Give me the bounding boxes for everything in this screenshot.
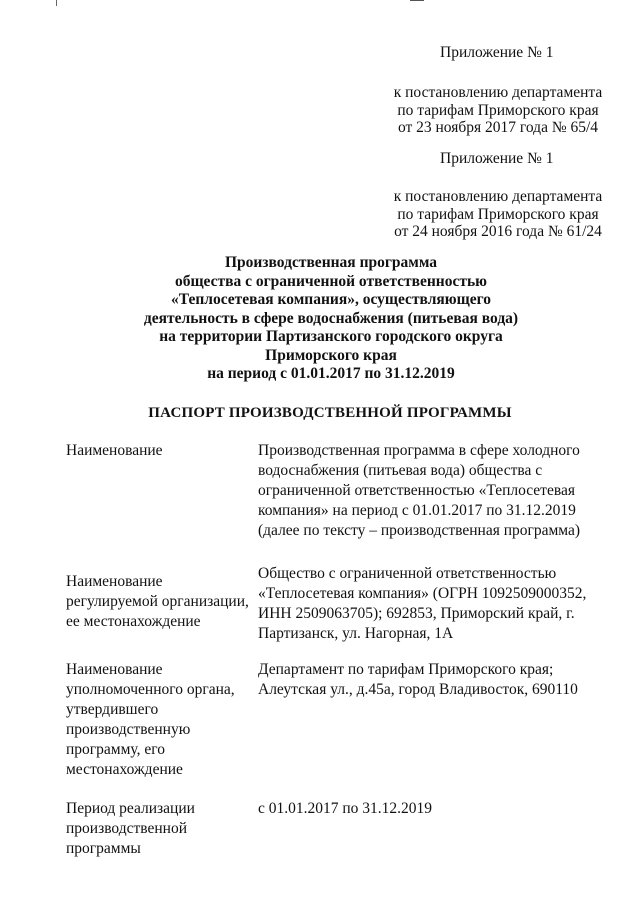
row-value-line: (далее по тексту – производственная программа)	[258, 522, 581, 539]
row-value-line: ограниченной ответственностью «Теплосетевая	[258, 482, 575, 499]
program-title-line: на период с 01.01.2017 по 31.12.2019	[207, 365, 455, 382]
row-label-line: Наименование	[66, 442, 163, 459]
row-value-line: Общество с ограниченной ответственностью	[258, 565, 557, 582]
row-period-label	[66, 799, 195, 859]
row-label-line: регулируемой организации,	[66, 593, 249, 610]
row-name-value	[258, 441, 580, 541]
row-label-line: утвердившего	[66, 701, 159, 718]
appendix-2-reference	[378, 188, 618, 241]
row-value-line: ИНН 2509063705); 692853, Приморский край, г.	[258, 605, 575, 622]
row-value-line: компания» на период с 01.01.2017 по 31.12.2019	[258, 502, 576, 519]
program-title-line: Приморского края	[265, 346, 397, 364]
appendix-1-line: от 23 ноября 2017 года № 65/4	[397, 119, 599, 136]
passport-heading: ПАСПОРТ ПРОИЗВОДСТВЕННОЙ ПРОГРАММЫ	[148, 405, 512, 421]
appendix-1-line: к постановлению департамента	[393, 84, 603, 101]
row-value-line: Алеутская ул., д.45а, город Владивосток, 690110	[258, 681, 578, 698]
row-label-line: Наименование	[66, 573, 163, 590]
program-title-line: Производственная программа	[224, 254, 438, 271]
program-title-line: деятельность в сфере водоснабжения (питьевая вода)	[143, 309, 519, 327]
appendix-2-line: от 24 ноября 2016 года № 61/24	[394, 223, 602, 240]
row-name-label	[66, 441, 163, 461]
appendix-2-line: по тарифам Приморского края	[397, 205, 599, 223]
row-label-line: уполномоченного органа,	[66, 681, 235, 698]
row-value-line: с 01.01.2017 по 31.12.2019	[258, 800, 433, 817]
row-label-line: программы	[66, 840, 141, 857]
program-title	[100, 254, 562, 384]
program-title-line: на территории Партизанского городского округа	[159, 328, 503, 345]
row-label-line: Наименование	[66, 661, 163, 678]
appendix-2-title: Приложение № 1	[440, 150, 554, 167]
row-value-line: водоснабжения (питьевая вода) общества с	[258, 462, 543, 479]
appendix-1-title: Приложение № 1	[440, 44, 554, 61]
row-label-line: производственной	[66, 820, 188, 837]
appendix-1-line: по тарифам Приморского края	[397, 101, 599, 119]
row-value-line: «Теплосетевая компания» (ОГРН 1092509000352,	[258, 585, 587, 602]
row-organization-value	[258, 564, 586, 644]
row-label-line: производственную	[66, 721, 191, 738]
row-value-line: Производственная программа в сфере холодного	[258, 442, 580, 459]
row-label-line: ее местонахождение	[66, 613, 201, 630]
row-value-line: Партизанск, ул. Нагорная, 1А	[258, 625, 454, 642]
row-label-line: местонахождение	[66, 761, 183, 778]
appendix-1-reference	[378, 84, 618, 137]
row-value-line: Департамент по тарифам Приморского края;	[258, 661, 554, 678]
row-organization-label	[66, 572, 249, 632]
row-period-value	[258, 799, 432, 819]
row-authority-value	[258, 660, 578, 700]
scan-mark	[56, 0, 57, 6]
program-title-line: общества с ограниченной ответственностью	[174, 272, 488, 290]
row-authority-label	[66, 660, 235, 780]
row-label-line: программу, его	[66, 741, 165, 758]
scan-mark	[410, 0, 424, 5]
appendix-2-line: к постановлению департамента	[393, 188, 603, 205]
row-label-line: Период реализации	[66, 800, 195, 817]
program-title-line: «Теплосетевая компания», осуществляющего	[170, 291, 492, 308]
